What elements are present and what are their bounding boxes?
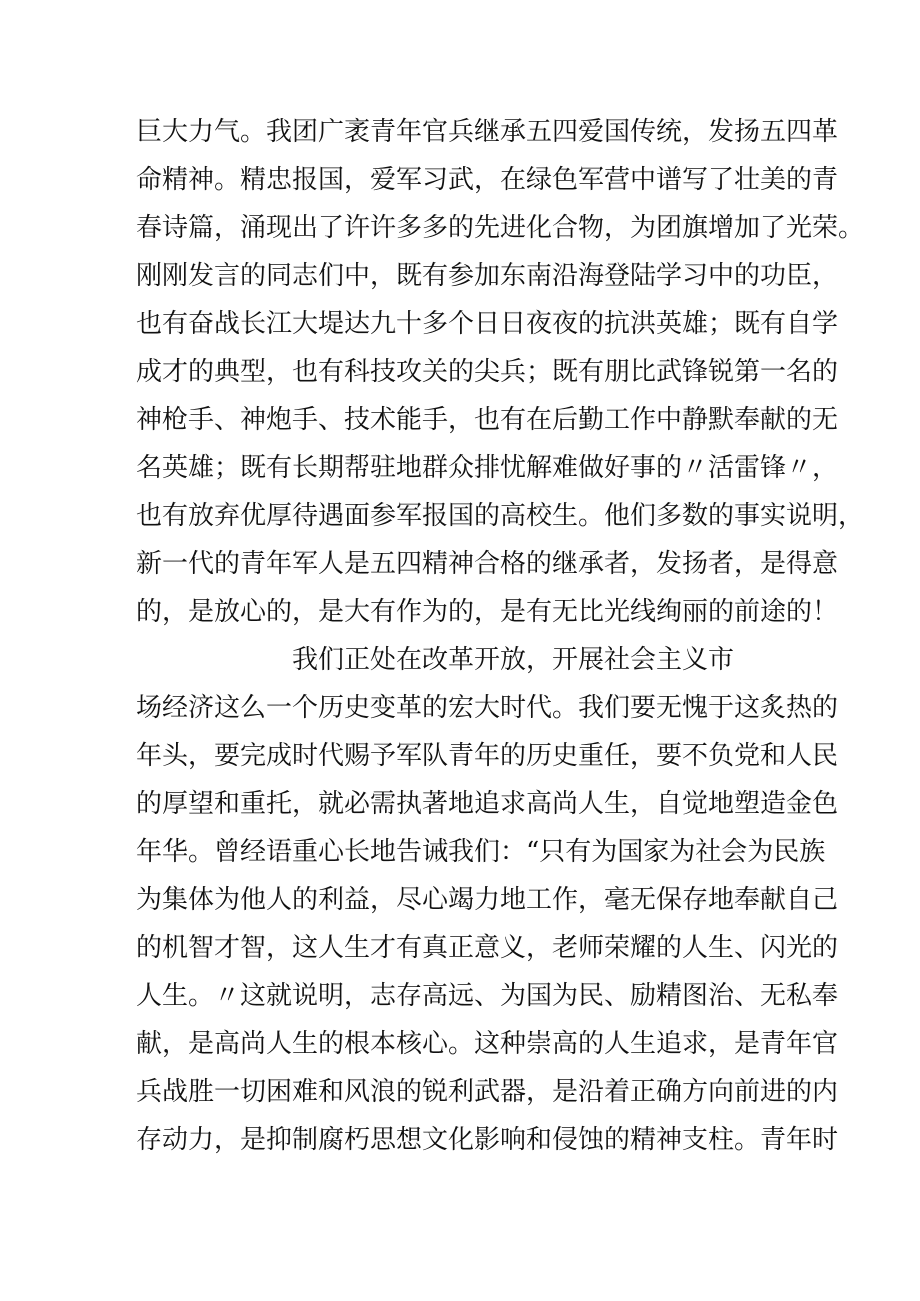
text-line: 名英雄；既有长期帮驻地群众排忧解难做好事的〃活雷锋〃， [136, 453, 839, 483]
text-line: 兵战胜一切困难和风浪的锐利武器，是沿着正确方向前进的内 [136, 1077, 839, 1107]
text-line: 年华。曾经语重心长地告诫我们：“只有为国家为社会为民族 [136, 837, 826, 867]
text-line: 成才的典型，也有科技攻关的尖兵；既有朋比武锋锐第一名的 [136, 357, 839, 387]
text-line: 的机智才智，这人生才有真正意义，老师荣耀的人生、闪光的 [136, 933, 839, 963]
text-line: 场经济这么一个历史变革的宏大时代。我们要无愧于这炙热的 [136, 693, 839, 723]
text-line: 存动力，是抑制腐朽思想文化影响和侵蚀的精神支柱。青年时 [136, 1125, 839, 1155]
text-line: 我们正处在改革开放，开展社会主义市 [292, 645, 735, 675]
text-line: 也有奋战长江大堤达九十多个日日夜夜的抗洪英雄；既有自学 [136, 309, 839, 339]
text-line: 也有放弃优厚待遇面参军报国的高校生。他们多数的事实说明， [136, 501, 865, 531]
text-line: 的厚望和重托，就必需执著地追求高尚人生，自觉地塑造金色 [136, 789, 839, 819]
text-line: 神枪手、神炮手、技术能手，也有在后勤工作中静默奉献的无 [136, 405, 839, 435]
text-line: 为集体为他人的利益，尽心竭力地工作，毫无保存地奉献自己 [136, 885, 839, 915]
text-line: 刚刚发言的同志们中，既有参加东南沿海登陆学习中的功臣， [136, 261, 839, 291]
text-line: 的，是放心的，是大有作为的，是有无比光线绚丽的前途的！ [136, 597, 839, 627]
text-line: 命精神。精忠报国，爱军习武，在绿色军营中谱写了壮美的青 [136, 165, 839, 195]
body-text [136, 108, 865, 1164]
text-line: 春诗篇，涌现出了许许多多的先进化合物，为团旗增加了光荣。 [136, 213, 865, 243]
text-line: 巨大力气。我团广袤青年官兵继承五四爱国传统，发扬五四革 [136, 117, 839, 147]
text-line: 献，是高尚人生的根本核心。这种崇高的人生追求，是青年官 [136, 1029, 839, 1059]
text-line: 年头，要完成时代赐予军队青年的历史重任，要不负党和人民 [136, 741, 839, 771]
text-line: 人生。〃这就说明，志存高远、为国为民、励精图治、无私奉 [136, 981, 839, 1011]
text-line: 新一代的青年军人是五四精神合格的继承者，发扬者，是得意 [136, 549, 839, 579]
